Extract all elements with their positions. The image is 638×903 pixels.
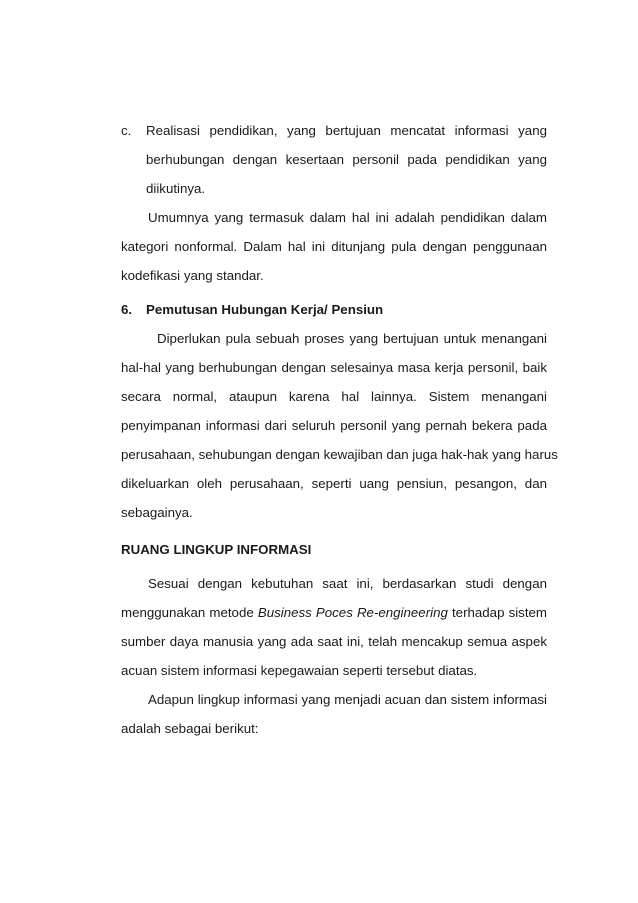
section-heading-ruang-lingkup: RUANG LINGKUP INFORMASI [121,542,312,557]
italic-term: Business Poces Re-engineering [257,605,448,620]
text-line: Umumnya yang termasuk dalam hal ini adalah pendidikan dalam [148,210,547,225]
text-line: sebagainya. [121,505,193,520]
section-title: Pemutusan Hubungan Kerja/ Pensiun [146,302,384,317]
text-line: perusahaan, sehubungan dengan kewajiban dan juga hak-hak yang harus [121,447,558,462]
text-line: diikutinya. [146,181,206,196]
page-content [121,116,558,743]
text-line: Sesuai dengan kebutuhan saat ini, berdasarkan studi dengan [148,576,547,591]
paragraph-sesuai [121,569,547,685]
section-number: 6. [121,302,133,317]
section-heading-6 [121,295,547,324]
text-line: kategori nonformal. Dalam hal ini ditunjang pula dengan penggunaan [121,239,547,254]
text-line: Diperlukan pula sebuah proses yang bertujuan untuk menangani [157,331,547,346]
text-fragment: menggunakan metode [121,605,254,620]
text-line: penyimpanan informasi dari seluruh personil yang pernah bekera pada [121,418,547,433]
text-line: berhubungan dengan kesertaan personil pada pendidikan yang [146,152,547,167]
text-line: hal-hal yang berhubungan dengan selesainya masa kerja personil, baik [121,360,547,375]
text-line: Realisasi pendidikan, yang bertujuan mencatat informasi yang [146,123,547,138]
paragraph-adapun [121,685,547,743]
text-line: kodefikasi yang standar. [121,268,264,283]
text-line: secara normal, ataupun karena hal lainnya. Sistem menangani [121,389,547,404]
text-line: adalah sebagai berikut: [121,721,259,736]
paragraph-section6 [121,324,558,527]
text-line-with-italic [121,598,547,627]
list-item-c [121,116,547,203]
text-line: acuan sistem informasi kepegawaian seperti tersebut diatas. [121,663,478,678]
text-fragment: terhadap sistem [451,605,547,620]
paragraph-umumnya [121,203,547,290]
text-line: dikeluarkan oleh perusahaan, seperti uang pensiun, pesangon, dan [121,476,547,491]
text-line: sumber daya manusia yang ada saat ini, telah mencakup semua aspek [121,634,547,649]
text-line: Adapun lingkup informasi yang menjadi acuan dan sistem informasi [148,692,547,707]
list-marker: c. [121,123,132,138]
